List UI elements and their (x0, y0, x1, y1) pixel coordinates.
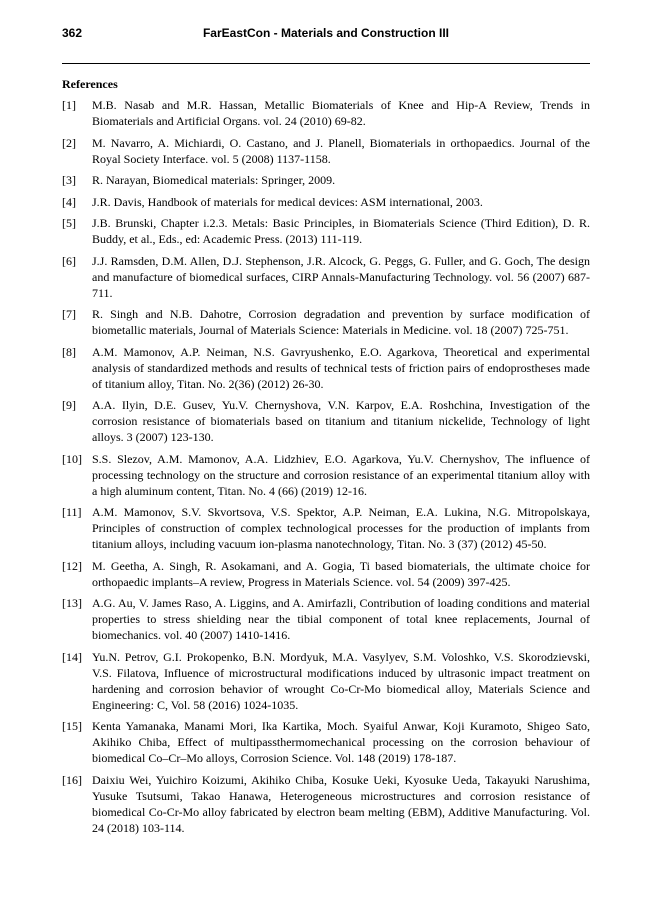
header-rule (62, 63, 590, 64)
page-header (62, 26, 590, 42)
reference-text: Yu.N. Petrov, G.I. Prokopenko, B.N. Mordyuk, M.A. Vasylyev, S.M. Voloshko, V.S. Skorodzievski, V.S. Filatova, Influence of microstructural modifications induced by ultrasonic impact treatment on hardening and corrosion behavior of wrought Co-Cr-Mo biomedical alloy, Materials Science and Engineering: C, Vol. 58 (2016) 1024-1035. (92, 649, 590, 712)
reference-number: [16] (62, 772, 82, 787)
reference-text: M. Navarro, A. Michiardi, O. Castano, and J. Planell, Biomaterials in orthopaedics. Journal of the Royal Society Interface. vol. 5 (2008) 1137-1158. (92, 135, 590, 166)
reference-item (62, 558, 590, 590)
reference-number: [7] (62, 307, 76, 321)
reference-text: Daixiu Wei, Yuichiro Koizumi, Akihiko Chiba, Kosuke Ueki, Kyosuke Ueda, Takayuki Narushima, Yusuke Tsutsumi, Takao Hanawa, Heterogeneous microstructures and corrosion resistance of biomedical Co-Cr-Mo alloy fabricated by electron beam melting (EBM), Additive Manufacturing. Vol. 24 (2018) 103-114. (92, 772, 590, 835)
reference-number: [6] (62, 253, 76, 268)
reference-text: M. Geetha, A. Singh, R. Asokamani, and A. Gogia, Ti based biomaterials, the ultimate choice for orthopaedic implants–A review, Progress in Materials Science. vol. 54 (2009) 397-425. (92, 558, 590, 589)
reference-text: A.M. Mamonov, A.P. Neiman, N.S. Gavryushenko, E.O. Agarkova, Theoretical and experimental analysis of standardized methods and results of technical tests of friction pairs of endoprostheses made of titanium alloy, Titan. No. 2(36) (2012) 26-30. (92, 344, 590, 391)
reference-number: [11] (62, 505, 82, 519)
running-title: FarEastCon - Materials and Construction III (202, 26, 450, 40)
reference-number: [10] (62, 451, 82, 466)
reference-number: [8] (62, 344, 76, 359)
reference-item (62, 595, 590, 643)
reference-text: J.B. Brunski, Chapter i.2.3. Metals: Basic Principles, in Biomaterials Science (Third Edition), D. R. Buddy, et al., Eds., ed: Academic Press. (2013) 111-119. (92, 216, 590, 246)
reference-number: [5] (62, 216, 76, 230)
reference-text: J.R. Davis, Handbook of materials for medical devices: ASM international, 2003. (92, 194, 483, 209)
reference-text: R. Narayan, Biomedical materials: Springer, 2009. (92, 173, 336, 187)
reference-item (62, 306, 590, 338)
reference-item (62, 172, 590, 188)
reference-text: Kenta Yamanaka, Manami Mori, Ika Kartika, Moch. Syaiful Anwar, Koji Kuramoto, Shigeo Sato, Akihiko Chiba, Effect of multipassthermomechanical processing on the corrosion behaviour of biomedical Co–Cr–Mo alloys, Corrosion Science. Vol. 148 (2019) 178-187. (92, 719, 590, 765)
reference-item (62, 718, 590, 766)
reference-text: M.B. Nasab and M.R. Hassan, Metallic Biomaterials of Knee and Hip-A Review, Trends in Biomaterials and Artificial Organs. vol. 24 (2010) 69-82. (92, 98, 590, 128)
reference-number: [1] (62, 98, 76, 112)
reference-number: [12] (62, 558, 82, 573)
reference-number: [4] (62, 194, 76, 209)
reference-item (62, 253, 590, 301)
section-heading: References (62, 77, 118, 91)
reference-item (62, 194, 590, 210)
reference-item (62, 504, 590, 552)
reference-text: A.A. Ilyin, D.E. Gusev, Yu.V. Chernyshova, V.N. Karpov, E.A. Roshchina, Investigation of the corrosion resistance of biomaterials based on titanium and titanium nickelide, Technology of light alloys. 3 (2007) 123-130. (92, 398, 590, 444)
reference-list (62, 97, 590, 841)
reference-number: [2] (62, 135, 76, 150)
reference-item (62, 215, 590, 247)
reference-item (62, 344, 590, 392)
reference-text: S.S. Slezov, A.M. Mamonov, A.A. Lidzhiev, E.O. Agarkova, Yu.V. Chernyshov, The influence of processing technology on the structure and corrosion resistance of an experimental titanium alloy with a high aluminum content, Titan. No. 4 (66) (2019) 12-16. (92, 451, 590, 498)
reference-text: A.M. Mamonov, S.V. Skvortsova, V.S. Spektor, A.P. Neiman, E.A. Lukina, N.G. Mitropolskaya, Principles of construction of complex technological processes for the production of implants from titanium alloys, including vacuum ion-plasma nanotechnology, Titan. No. 3 (37) (2012) 45-50. (92, 505, 590, 551)
reference-number: [3] (62, 173, 76, 187)
reference-text: R. Singh and N.B. Dahotre, Corrosion degradation and prevention by surface modification of biometallic materials, Journal of Materials Science: Materials in Medicine. vol. 18 (2007) 725-751. (92, 307, 590, 337)
reference-text: J.J. Ramsden, D.M. Allen, D.J. Stephenson, J.R. Alcock, G. Peggs, G. Fuller, and G. Goch, The design and manufacture of biomedical surfaces, CIRP Annals-Manufacturing Technology. vol. 56 (2007) 687-711. (92, 253, 590, 300)
reference-number: [14] (62, 649, 82, 664)
reference-item (62, 135, 590, 167)
reference-item (62, 772, 590, 836)
reference-item (62, 451, 590, 499)
reference-item (62, 649, 590, 713)
reference-item (62, 97, 590, 129)
page-number: 362 (62, 26, 83, 40)
reference-text: A.G. Au, V. James Raso, A. Liggins, and A. Amirfazli, Contribution of loading conditions and material properties to stress shielding near the tibial component of total knee replacements, Journal of biomechanics. vol. 40 (2007) 1410-1416. (92, 596, 590, 642)
reference-number: [15] (62, 719, 82, 733)
reference-number: [9] (62, 398, 76, 412)
reference-number: [13] (62, 596, 82, 610)
reference-item (62, 397, 590, 445)
